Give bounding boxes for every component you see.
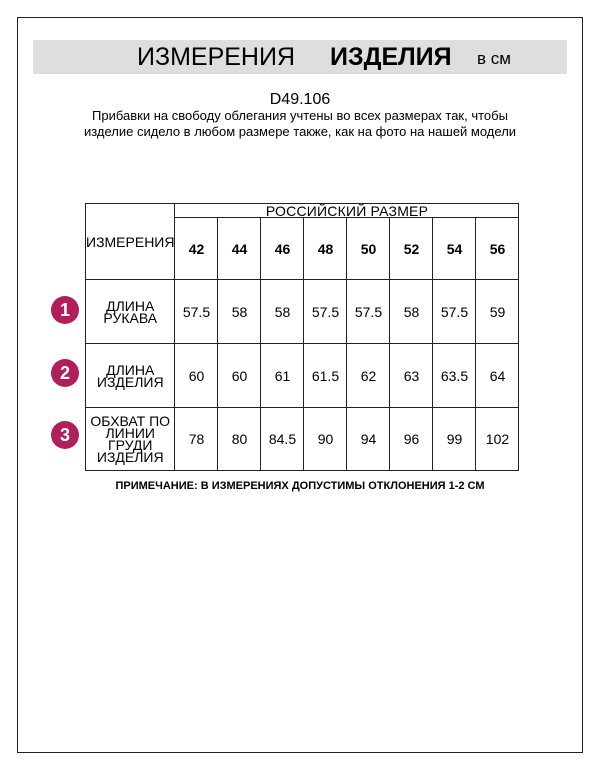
measurements-header: ИЗМЕРЕНИЯ — [86, 204, 175, 280]
table-cell: 90 — [304, 408, 347, 471]
size-header-cell: 46 — [261, 218, 304, 280]
table-cell: 57.5 — [347, 280, 390, 344]
table-cell: 96 — [390, 408, 433, 471]
row-label: ДЛИНА РУКАВА — [86, 280, 175, 344]
row-number-badge: 3 — [51, 421, 79, 449]
table-cell: 78 — [175, 408, 218, 471]
product-code: D49.106 — [269, 91, 331, 108]
table-cell: 84.5 — [261, 408, 304, 471]
header-word-item: ИЗДЕЛИЯ — [330, 43, 452, 71]
table-cell: 63 — [390, 344, 433, 408]
tolerance-footnote: ПРИМЕЧАНИЕ: В ИЗМЕРЕНИЯХ ДОПУСТИМЫ ОТКЛОНЕНИЯ 1-2 СМ — [115, 480, 485, 492]
size-group-header: РОССИЙСКИЙ РАЗМЕР — [175, 204, 519, 218]
row-number-badge: 2 — [51, 359, 79, 387]
size-header-cell: 42 — [175, 218, 218, 280]
table-cell: 61.5 — [304, 344, 347, 408]
row-label: ОБХВАТ ПО ЛИНИИ ГРУДИ ИЗДЕЛИЯ — [86, 408, 175, 471]
fit-note: Прибавки на свободу облегания учтены во всех размерах так, чтобы изделие сидело в любом размере также, как на фото на нашей модели — [83, 108, 517, 139]
table-cell: 58 — [218, 280, 261, 344]
size-header-cell: 50 — [347, 218, 390, 280]
size-header-cell: 56 — [476, 218, 519, 280]
table-cell: 57.5 — [433, 280, 476, 344]
table-cell: 60 — [218, 344, 261, 408]
table-cell: 80 — [218, 408, 261, 471]
table-cell: 94 — [347, 408, 390, 471]
row-label: ДЛИНА ИЗДЕЛИЯ — [86, 344, 175, 408]
header-word-measurements: ИЗМЕРЕНИЯ — [137, 43, 295, 71]
size-header-cell: 54 — [433, 218, 476, 280]
size-header-cell: 52 — [390, 218, 433, 280]
table-cell: 63.5 — [433, 344, 476, 408]
size-table — [85, 203, 519, 471]
table-row — [86, 280, 519, 344]
header-unit: в см — [477, 49, 511, 68]
table-cell: 57.5 — [304, 280, 347, 344]
table-cell: 62 — [347, 344, 390, 408]
table-cell: 64 — [476, 344, 519, 408]
table-cell: 58 — [261, 280, 304, 344]
size-header-cell: 44 — [218, 218, 261, 280]
table-cell: 58 — [390, 280, 433, 344]
table-cell: 57.5 — [175, 280, 218, 344]
table-cell: 102 — [476, 408, 519, 471]
table-row — [86, 344, 519, 408]
row-number-badge: 1 — [51, 296, 79, 324]
table-cell: 61 — [261, 344, 304, 408]
table-cell: 99 — [433, 408, 476, 471]
table-row — [86, 408, 519, 471]
table-cell: 59 — [476, 280, 519, 344]
table-cell: 60 — [175, 344, 218, 408]
size-header-cell: 48 — [304, 218, 347, 280]
